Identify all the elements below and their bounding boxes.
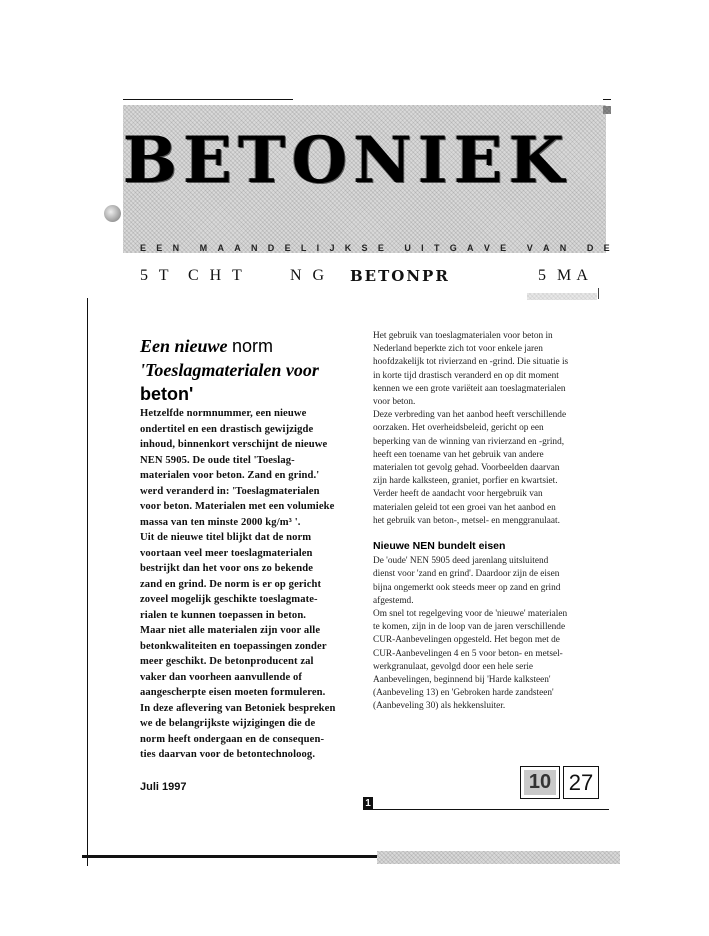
issue-number-box	[520, 766, 560, 799]
tagline-letter: U	[404, 243, 411, 253]
tagline-letter: I	[316, 243, 320, 253]
headline-line-1	[140, 334, 360, 358]
article-headline	[140, 334, 360, 406]
tagline-letter: A	[467, 243, 474, 253]
intro-line: werd veranderd in: 'Toeslagmaterialen	[140, 485, 320, 497]
body-line: zijn harde kalksteen, graniet, porfier en kwartsiet.	[373, 476, 558, 487]
masthead-title: BETONIEK	[123, 123, 571, 198]
body-line: hoofdzakelijk tot rivierzand en -grind. Die situatie is	[373, 357, 569, 368]
tagline-letter: V	[483, 243, 490, 253]
intro-line: ties daarvan voor de betontechnoloog.	[140, 749, 316, 760]
intro-line: voortaan veel meer toeslagmaterialen	[140, 547, 313, 559]
intro-line: vaker dan voorheen aanvullende of	[140, 671, 303, 683]
intro-line: voor beton. Materialen met een volumieke	[140, 501, 335, 512]
headline-word: norm	[232, 336, 274, 356]
strip-tick-mark	[598, 288, 599, 299]
body-line: materialen tot gevolg gehad. Voorbeelden daarvan	[373, 463, 560, 474]
left-margin-rule	[87, 298, 88, 866]
strip-fragment: BETONPR	[350, 267, 450, 285]
body-line: Om snel tot regelgeving voor de 'nieuwe' materialen	[373, 609, 568, 620]
intro-line: massa van ten minste 2000 kg/m³ '.	[140, 516, 301, 528]
body-line: kennen we een grote variëteit aan toeslagmaterialen	[373, 383, 566, 394]
section-subheading: Nieuwe NEN bundelt eisen	[373, 540, 506, 553]
body-line: Deze verbreding van het aanbod heeft verschillende	[373, 410, 567, 421]
headline-word: nieuwe	[174, 336, 228, 356]
body-line: De 'oude' NEN 5905 deed jarenlang uitsluitend	[373, 556, 549, 567]
article-intro	[140, 406, 355, 763]
intro-line: ondertitel en een drastisch gewijzigde	[140, 423, 314, 435]
footer-rule-upper	[373, 809, 609, 810]
body-line: te komen, zijn in de loop van de jaren verschillende	[373, 622, 566, 633]
headline-word: Een	[140, 336, 171, 356]
masthead-tagline	[140, 241, 610, 255]
tagline-letter: J	[329, 243, 335, 253]
body-line: in korte tijd drastisch veranderd en op dit moment	[373, 370, 559, 381]
tagline-letter: E	[500, 243, 507, 253]
bottom-rule-thick	[82, 855, 377, 858]
tagline-letter: D	[586, 243, 594, 253]
tagline-letter: K	[344, 243, 352, 253]
intro-line: we de belangrijkste wijzigingen die de	[140, 718, 316, 729]
body-line: het gebruik van beton-, metsel- en menggranulaat.	[373, 515, 560, 526]
tagline-letter: M	[199, 243, 208, 253]
intro-line: aangescherpte eisen moeten formuleren.	[140, 687, 326, 698]
strip-fragment: 5 T	[140, 267, 170, 284]
bottom-dither-band	[377, 851, 620, 864]
strip-fragment: C H T	[188, 267, 243, 284]
body-line: CUR-Aanbevelingen 4 en 5 voor beton- en metsel-	[373, 648, 563, 659]
tagline-letter: A	[234, 243, 241, 253]
tagline-letter: E	[156, 243, 163, 253]
intro-line: rialen te kunnen toepassen in beton.	[140, 609, 307, 621]
intro-line: materialen voor beton. Zand en grind.'	[140, 470, 320, 481]
intro-line: inhoud, binnenkort verschijnt de nieuwe	[140, 439, 328, 450]
intro-line: norm heeft ondergaan en de consequen-	[140, 733, 325, 745]
tagline-letter: S	[361, 243, 368, 253]
article-body	[373, 330, 598, 714]
intro-line: In deze aflevering van Betoniek bespreken	[140, 702, 336, 714]
body-line: afgestemd.	[373, 595, 414, 606]
body-line: CUR-Aanbevelingen opgesteld. Het begon met de	[373, 635, 560, 646]
tagline-letter: L	[300, 243, 307, 253]
intro-line: NEN 5905. De oude titel 'Toeslag-	[140, 454, 295, 466]
tagline-letter: E	[603, 243, 610, 253]
body-line: beperking van de winning van rivierzand en -grind,	[373, 436, 565, 447]
body-line: materialen geleid tot een groei van het aanbod en	[373, 502, 556, 513]
strip-fragment: 5 M A	[538, 267, 589, 284]
tagline-letter: E	[140, 243, 147, 253]
tagline-letter: V	[526, 243, 533, 253]
body-line: heeft een toename van het gebruik van andere	[373, 449, 544, 460]
body-line: (Aanbeveling 13) en 'Gebroken harde zandsteen'	[373, 688, 554, 699]
body-line: dienst voor 'zand en grind'. Daardoor zijn de eisen	[373, 569, 560, 580]
strip-fragment: N G	[290, 267, 326, 284]
tagline-letter: D	[267, 243, 275, 253]
body-line: Aanbevelingen, beginnend bij 'Harde kalksteen'	[373, 675, 551, 686]
tagline-letter: I	[421, 243, 424, 253]
headline-line-2: 'Toeslagmaterialen voor	[140, 360, 319, 380]
intro-line: meer geschikt. De betonproducent zal	[140, 656, 314, 667]
volume-number: 27	[563, 766, 599, 799]
tagline-letter: A	[217, 243, 224, 253]
tagline-letter: N	[559, 243, 567, 253]
body-line: Nederland beperkte zich tot voor enkele jaren	[373, 344, 543, 355]
intro-line: Uit de nieuwe titel blijkt dat de norm	[140, 532, 312, 543]
top-rule-left	[123, 99, 293, 100]
body-line: Het gebruik van toeslagmaterialen voor beton in	[373, 331, 553, 341]
issue-number: 10	[524, 770, 556, 795]
masthead-corner-mark	[603, 106, 611, 114]
tagline-letter: T	[433, 243, 440, 253]
intro-line: betonkwaliteiten en toepassingen zonder	[140, 640, 327, 652]
body-line: Verder heeft de aandacht voor hergebruik van	[373, 489, 543, 500]
masthead-subtitle-strip	[140, 265, 610, 287]
body-line: werkgranulaat, gevolgd door een hele serie	[373, 661, 534, 672]
body-line: bijna ongemerkt ook steeds meer op zand en grind	[373, 582, 561, 593]
tagline-letter: N	[251, 243, 258, 253]
intro-line: bestrijkt dan het voor ons zo bekende	[140, 563, 314, 574]
intro-line: zand en grind. De norm is er op gericht	[140, 578, 322, 590]
body-line: oorzaken. Het overheidsbeleid, gericht op een	[373, 423, 544, 434]
headline-line-3: beton'	[140, 384, 194, 404]
issue-date: Juli 1997	[140, 781, 187, 793]
intro-line: Maar niet alle materialen zijn voor alle	[140, 625, 321, 636]
tagline-letter: E	[284, 243, 291, 253]
intro-line: zoveel mogelijk geschikte toeslagmate-	[140, 594, 318, 605]
page-number: 1	[363, 797, 373, 810]
top-rule-right	[603, 99, 611, 100]
tagline-letter: G	[449, 243, 457, 253]
strip-dither-patch	[527, 293, 597, 300]
intro-line: Hetzelfde normnummer, een nieuwe	[140, 408, 307, 419]
body-line: voor beton.	[373, 397, 416, 408]
tagline-letter: A	[543, 243, 550, 253]
bullet-ornament-icon	[104, 205, 121, 222]
tagline-letter: N	[172, 243, 180, 253]
tagline-letter: E	[377, 243, 384, 253]
body-line: (Aanbeveling 30) als hekkensluiter.	[373, 701, 506, 712]
